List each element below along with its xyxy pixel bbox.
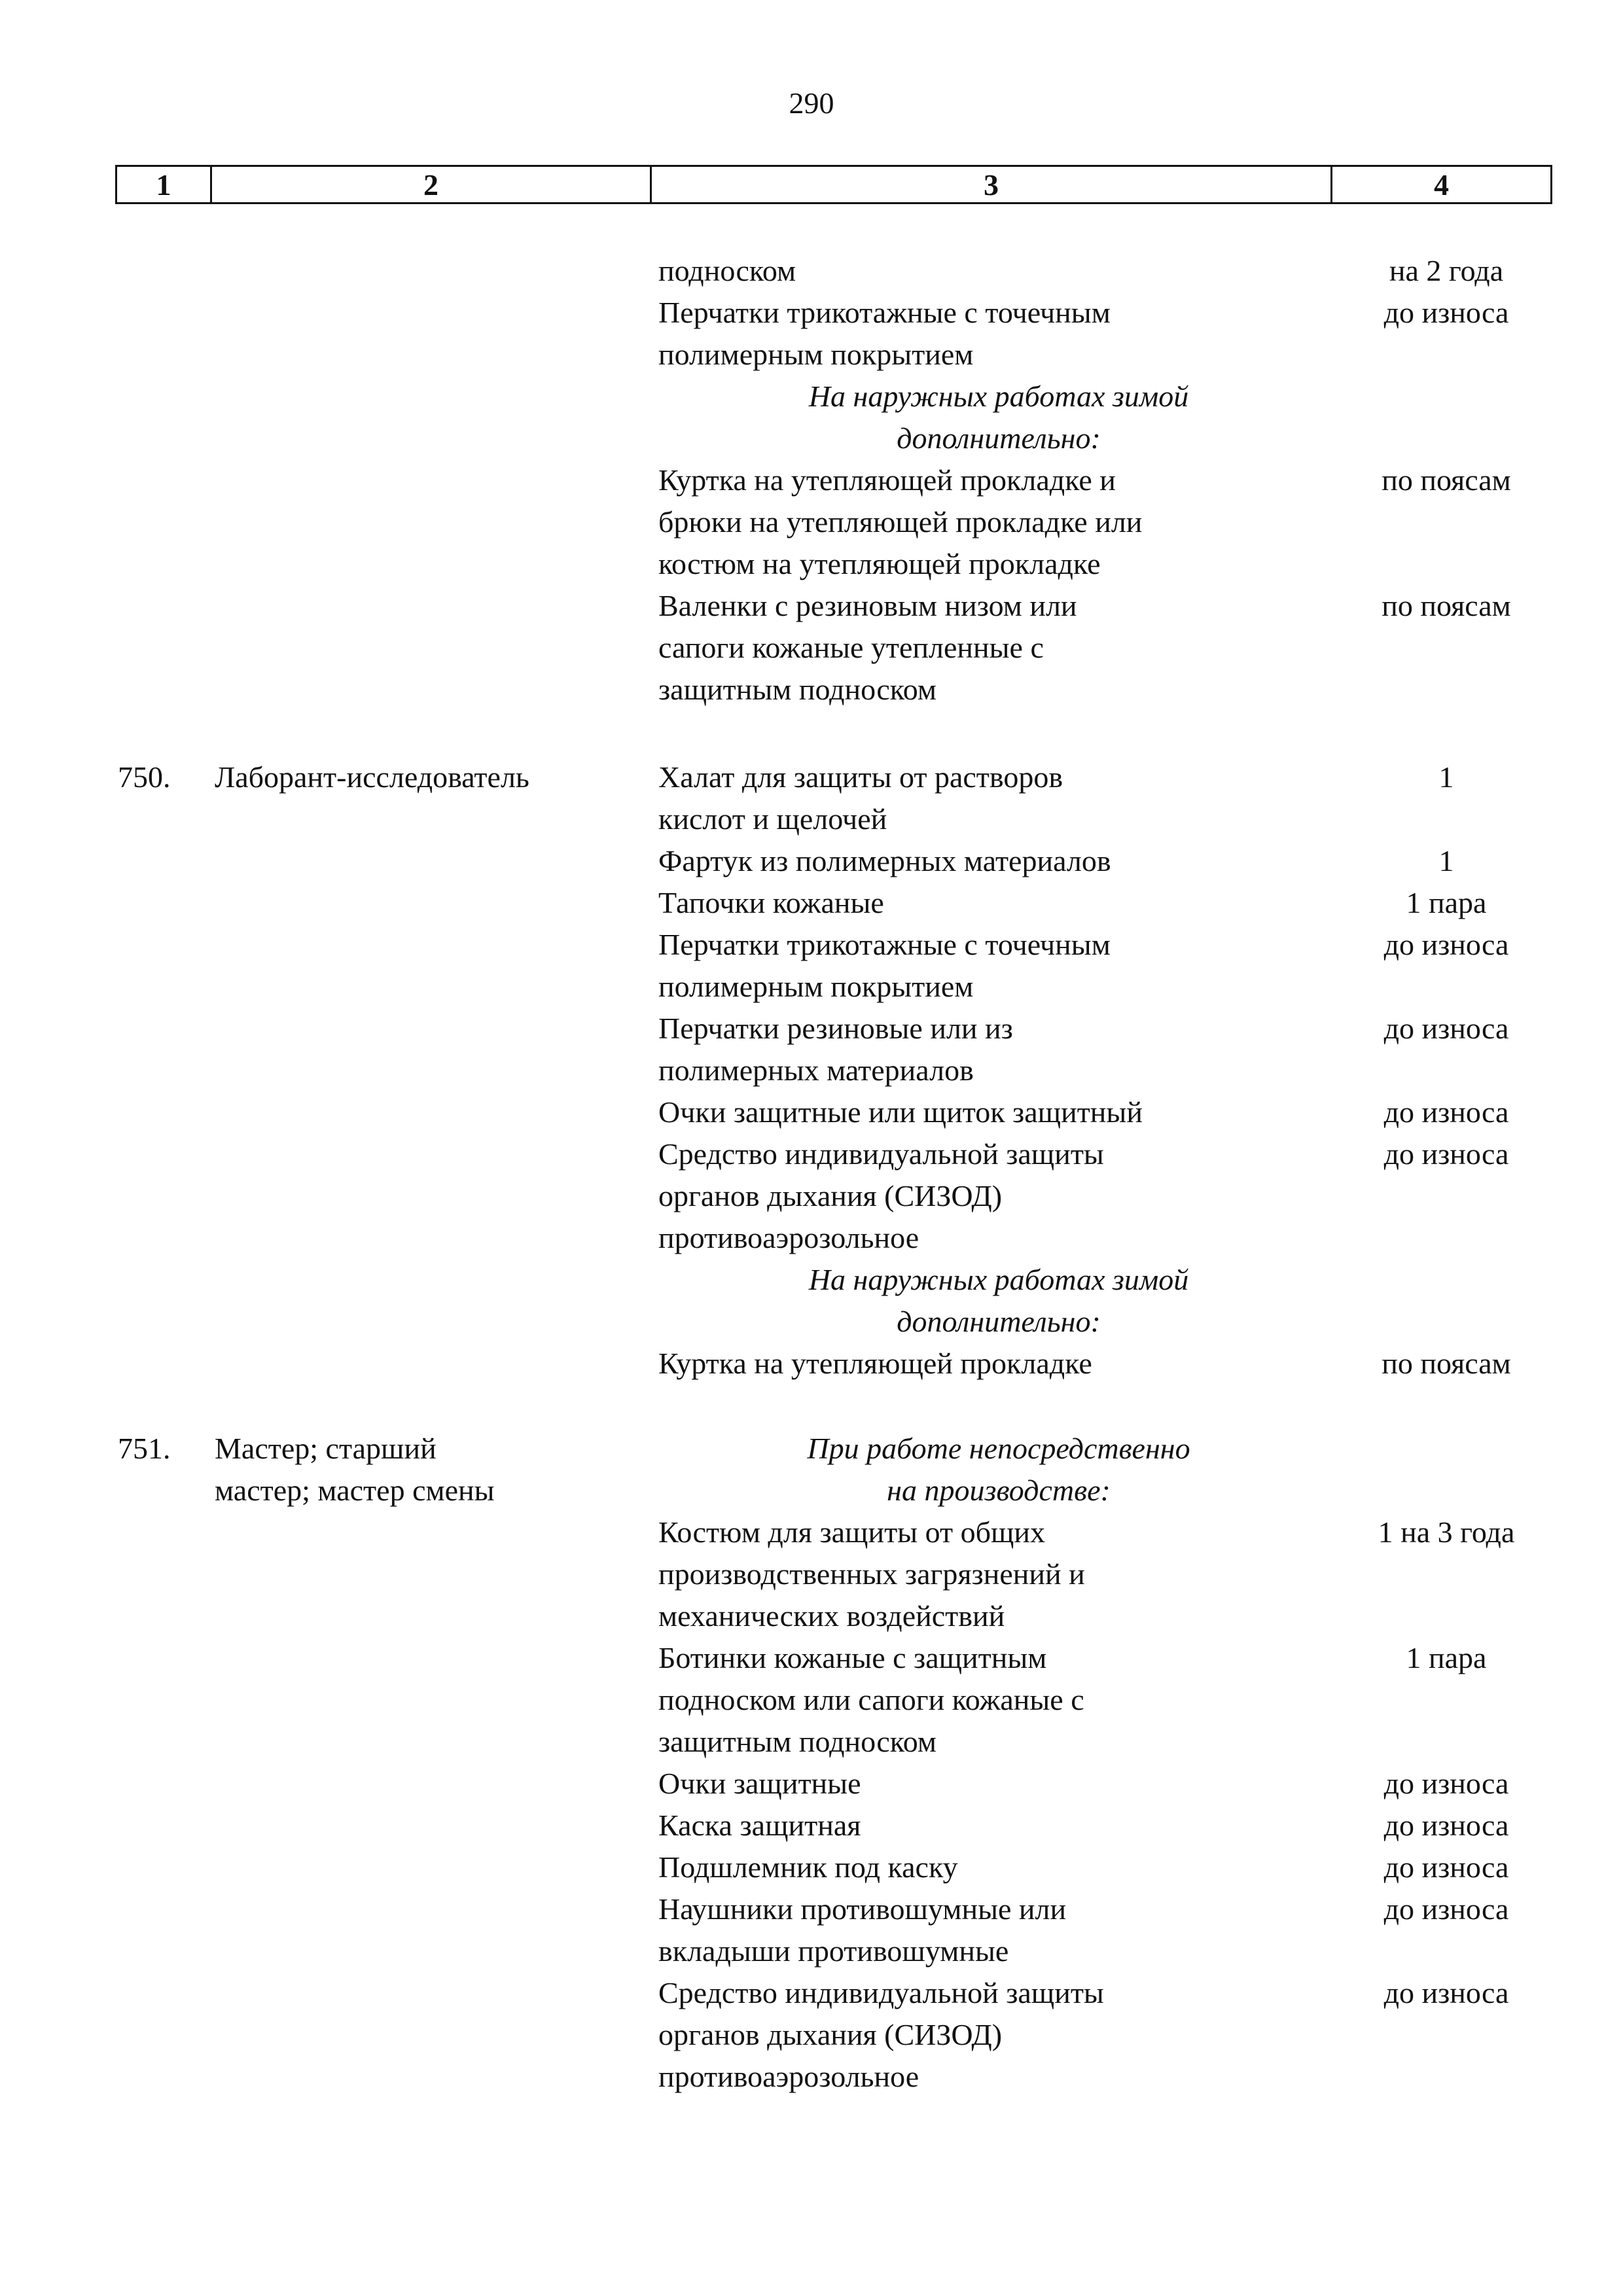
section-note: На наружных работах зимой — [808, 380, 1189, 413]
item-text: Очки защитные или щиток защитный — [658, 1095, 1143, 1129]
item-text: полимерным покрытием — [658, 338, 974, 371]
item-text: сапоги кожаные утепленные с — [658, 631, 1044, 664]
item-text: Наушники противошумные или — [658, 1892, 1067, 1926]
header-col-3: 3 — [652, 167, 1332, 202]
item-text: Перчатки трикотажные с точечным — [658, 296, 1111, 329]
item-text: Куртка на утепляющей прокладке — [658, 1347, 1092, 1380]
section-note: дополнительно: — [897, 1305, 1101, 1338]
item-text: вкладыши противошумные — [658, 1934, 1009, 1968]
item-quantity: до износа — [1383, 928, 1509, 961]
item-text: Валенки с резиновым низом или — [658, 589, 1077, 622]
profession-name: Лаборант-исследователь — [215, 760, 529, 794]
item-text: противоаэрозольное — [658, 1221, 919, 1254]
item-text: защитным подноском — [658, 673, 936, 706]
item-text: защитным подноском — [658, 1725, 936, 1758]
section-note: При работе непосредственно — [807, 1432, 1190, 1465]
item-text: органов дыхания (СИЗОД) — [658, 2018, 1003, 2051]
table-header — [115, 165, 1552, 204]
item-text: Костюм для защиты от общих — [658, 1515, 1046, 1549]
item-text: подноском — [658, 254, 796, 287]
item-quantity: до износа — [1383, 1976, 1509, 2009]
item-quantity: по поясам — [1382, 463, 1511, 497]
profession-name: Мастер; старший — [215, 1432, 437, 1465]
item-text: противоаэрозольное — [658, 2060, 919, 2093]
item-quantity: до износа — [1383, 296, 1509, 329]
profession-name-cont: мастер; мастер смены — [215, 1474, 495, 1507]
item-quantity: до износа — [1383, 1095, 1509, 1129]
item-text: полимерным покрытием — [658, 970, 974, 1003]
header-col-1: 1 — [117, 167, 212, 202]
item-quantity: 1 — [1438, 760, 1454, 794]
page-number: 290 — [789, 86, 834, 120]
entry-number: 751. — [118, 1432, 171, 1465]
item-text: производственных загрязнений и — [658, 1557, 1085, 1591]
item-text: Каска защитная — [658, 1809, 861, 1842]
section-note: дополнительно: — [897, 421, 1101, 455]
item-quantity: по поясам — [1382, 1347, 1511, 1380]
item-text: Очки защитные — [658, 1767, 861, 1800]
item-text: брюки на утепляющей прокладке или — [658, 505, 1143, 539]
item-text: Подшлемник под каску — [658, 1850, 958, 1884]
header-col-2: 2 — [212, 167, 652, 202]
item-text: механических воздействий — [658, 1599, 1005, 1633]
item-text: костюм на утепляющей прокладке — [658, 547, 1101, 580]
item-quantity: на 2 года — [1389, 254, 1504, 287]
section-note: на производстве: — [887, 1474, 1111, 1507]
item-text: Перчатки трикотажные с точечным — [658, 928, 1111, 961]
item-quantity: до износа — [1383, 1850, 1509, 1884]
item-text: Тапочки кожаные — [658, 886, 884, 919]
item-text: Халат для защиты от растворов — [658, 760, 1063, 794]
item-text: Фартук из полимерных материалов — [658, 844, 1111, 877]
item-text: Перчатки резиновые или из — [658, 1012, 1013, 1045]
item-text: подноском или сапоги кожаные с — [658, 1683, 1084, 1716]
item-text: кислот и щелочей — [658, 802, 887, 836]
item-quantity: 1 пара — [1406, 1641, 1487, 1674]
item-quantity: до износа — [1383, 1892, 1509, 1926]
item-quantity: 1 на 3 года — [1378, 1515, 1515, 1549]
item-text: Средство индивидуальной защиты — [658, 1137, 1104, 1171]
item-text: органов дыхания (СИЗОД) — [658, 1179, 1003, 1212]
item-quantity: по поясам — [1382, 589, 1511, 622]
item-quantity: до износа — [1383, 1012, 1509, 1045]
item-quantity: до износа — [1383, 1809, 1509, 1842]
item-text: Средство индивидуальной защиты — [658, 1976, 1104, 2009]
item-text: Куртка на утепляющей прокладке и — [658, 463, 1116, 497]
header-col-4: 4 — [1434, 168, 1449, 202]
entry-number: 750. — [118, 760, 171, 794]
item-quantity: до износа — [1383, 1767, 1509, 1800]
item-text: Ботинки кожаные с защитным — [658, 1641, 1047, 1674]
item-quantity: 1 пара — [1406, 886, 1487, 919]
item-quantity: 1 — [1438, 844, 1454, 877]
item-text: полимерных материалов — [658, 1053, 974, 1087]
section-note: На наружных работах зимой — [808, 1263, 1189, 1296]
item-quantity: до износа — [1383, 1137, 1509, 1171]
